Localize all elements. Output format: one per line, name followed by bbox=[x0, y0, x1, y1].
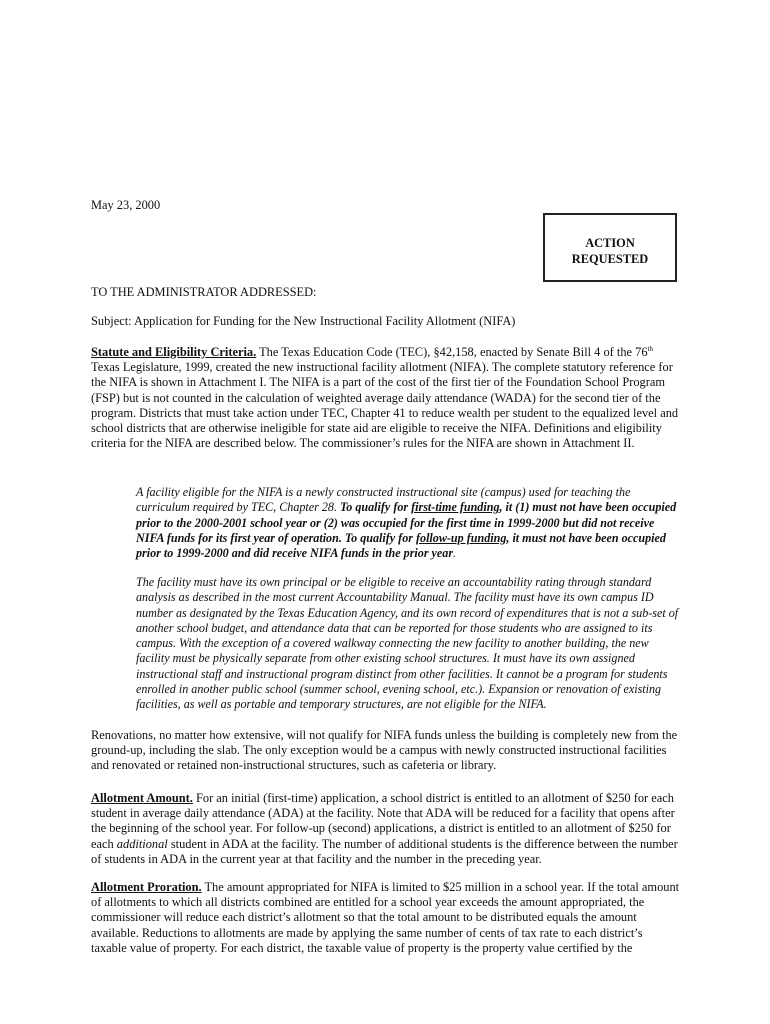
letter-date: May 23, 2000 bbox=[91, 198, 161, 212]
quote1-text-a: A facility eligible for the NIFA is a newly constructed instructional site (campus) used for teaching the curriculum required by TEC, Chapter 28. bbox=[136, 485, 631, 515]
allotment-paragraph bbox=[91, 791, 681, 867]
statute-superscript: th bbox=[647, 345, 653, 353]
allotment-text-a: For an initial (first-time) application, a school district is entitled to an allotment of $250 for each student in average daily attendance (ADA) at the facility. Note that ADA will be reduced for a facility that opens after the beginning of the school year. For follow-up (second) applications, a district is entitled to an allotment of $250 for each bbox=[91, 791, 675, 851]
eligibility-quote-1 bbox=[136, 485, 681, 561]
proration-paragraph bbox=[91, 880, 681, 956]
proration-text: The amount appropriated for NIFA is limited to $25 million in a school year. If the total amount of allotments to which all districts combined are entitled for a school year exceeds the amount appropriated, the commissioner will reduce each district’s allotment so that the total amount to be distributed equals the amount available. Reductions to allotments are made by applying the same number of cents of tax rate to each district’s taxable value of property. For each district, the taxable value of property is the property value certified by the bbox=[91, 880, 680, 955]
proration-heading: Allotment Proration. bbox=[91, 880, 202, 894]
statute-text-b: Texas Legislature, 1999, created the new instructional facility allotment (NIFA). The complete statutory reference for the NIFA is shown in Attachment I. The NIFA is a part of the cost of the first tier of the Foundation School Program (FSP) but is not counted in the calculation of weighted average daily attendance (WADA) for the second tier of the program. Districts that must take action under TEC, Chapter 41 to reduce wealth per student to the equalized level and school districts that are otherwise ineligible for state aid are eligible to receive the NIFA. Definitions and eligibility criteria for the NIFA are described below. The commissioner’s rules for the NIFA are shown in Attachment II. bbox=[91, 360, 679, 451]
quote1-first-time-funding: first-time funding bbox=[411, 500, 500, 515]
action-box-line2: REQUESTED bbox=[571, 252, 649, 266]
quote1-end: . bbox=[453, 546, 457, 561]
subject-line: Subject: Application for Funding for the New Instructional Facility Allotment (NIFA) bbox=[91, 314, 516, 328]
statute-paragraph bbox=[91, 345, 681, 451]
statute-text-a: The Texas Education Code (TEC), §42,158, enacted by Senate Bill 4 of the 76 bbox=[256, 345, 648, 359]
quote1-bold-a: To qualify for bbox=[340, 500, 412, 515]
statute-heading: Statute and Eligibility Criteria. bbox=[91, 345, 257, 359]
quote1-bold-c: , it must not have been occupied prior to 1999-2000 and did receive NIFA funds in the prior year bbox=[136, 530, 666, 561]
allotment-italic: additional bbox=[116, 836, 168, 851]
action-box-line1: ACTION bbox=[585, 236, 635, 250]
addressee-line: TO THE ADMINISTRATOR ADDRESSED: bbox=[91, 285, 317, 299]
renovations-paragraph: Renovations, no matter how extensive, will not qualify for NIFA funds unless the building is completely new from the ground-up, including the slab. The only exception would be a campus with newly constructed instructional facilities and renovated or retained non-instructional structures, such as cafeteria or library. bbox=[91, 728, 678, 773]
quote1-bold-b: , it (1) must not have been occupied prior to the 2000-2001 school year or (2) was occupied for the first time in 1999-2000 but did not receive NIFA funds for its first year of operation. To qualify for bbox=[136, 500, 677, 545]
action-requested-box bbox=[543, 213, 677, 282]
eligibility-quote-2: The facility must have its own principal or be eligible to receive an accountability rating through standard analysis as described in the most current Accountability Manual. The facility must have its own campus ID number as designated by the Texas Education Agency, and its own record of expenditures that is not a sub-set of another school budget, and attendance data that can be reported for those students who are assigned to its campus. With the exception of a covered walkway connecting the new facility to another building, the new facility must be physically separate from other existing school structures. It must have its own assigned instructional staff and instructional program distinct from other facilities. It cannot be a program for students enrolled in another public school (summer school, evening school, etc.). Expansion or renovation of existing facilities, as well as portable and temporary structures, are not eligible for the NIFA. bbox=[136, 575, 679, 712]
allotment-text-b: student in ADA at the facility. The number of additional students is the difference between the number of students in ADA in the current year at that facility and the number in the preceding year. bbox=[91, 836, 678, 866]
quote1-follow-up-funding: follow-up funding bbox=[416, 530, 507, 545]
allotment-heading: Allotment Amount. bbox=[91, 791, 193, 805]
